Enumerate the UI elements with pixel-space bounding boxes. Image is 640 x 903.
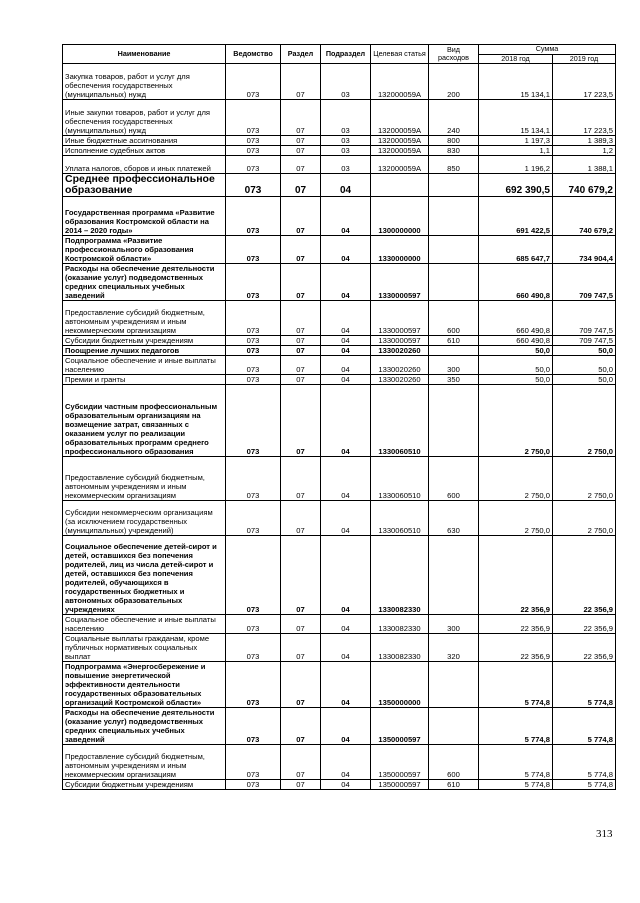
cell-sum-2019: 17 223,5 (553, 64, 616, 100)
cell-name: Среднее профессиональное образование (63, 174, 226, 197)
cell-podrazdel: 04 (321, 536, 371, 615)
cell-expense-type: 600 (429, 457, 479, 501)
cell-vedomstvo: 073 (226, 197, 281, 236)
cell-name: Субсидии некоммерческим организациям (за исключением государственных (муниципальных) учреждений) (63, 501, 226, 536)
cell-name: Уплата налогов, сборов и иных платежей (63, 156, 226, 174)
cell-razdel: 07 (281, 457, 321, 501)
cell-target-article: 1300000000 (371, 197, 429, 236)
cell-vedomstvo: 073 (226, 336, 281, 346)
cell-target-article: 1330020260 (371, 375, 429, 385)
cell-razdel: 07 (281, 174, 321, 197)
cell-name: Расходы на обеспечение деятельности (оказание услуг) подведомственных средних специальных учебных заведений (63, 264, 226, 301)
cell-vedomstvo: 073 (226, 346, 281, 356)
cell-sum-2018: 22 356,9 (479, 615, 553, 634)
cell-vedomstvo: 073 (226, 301, 281, 336)
header-name: Наименование (63, 45, 226, 64)
cell-name: Премии и гранты (63, 375, 226, 385)
table-row (63, 64, 616, 100)
table-row (63, 457, 616, 501)
cell-razdel: 07 (281, 356, 321, 375)
cell-sum-2018: 5 774,8 (479, 708, 553, 745)
table-body (63, 64, 616, 790)
cell-name: Подпрограмма «Энергосбережение и повышение энергетической эффективности деятельности государственных образовательных организаций Костромской области» (63, 662, 226, 708)
cell-vedomstvo: 073 (226, 662, 281, 708)
cell-sum-2019: 2 750,0 (553, 385, 616, 457)
cell-podrazdel: 03 (321, 100, 371, 136)
header-year-2018: 2018 год (479, 54, 553, 64)
cell-expense-type: 300 (429, 356, 479, 375)
cell-name: Предоставление субсидий бюджетным, автономным учреждениям и иным некоммерческим организациям (63, 301, 226, 336)
cell-sum-2018: 2 750,0 (479, 501, 553, 536)
cell-razdel: 07 (281, 536, 321, 615)
cell-sum-2019: 2 750,0 (553, 457, 616, 501)
cell-sum-2019: 50,0 (553, 375, 616, 385)
cell-sum-2019: 5 774,8 (553, 745, 616, 780)
cell-podrazdel: 04 (321, 375, 371, 385)
cell-razdel: 07 (281, 336, 321, 346)
cell-podrazdel: 04 (321, 780, 371, 790)
header-podrazdel: Подраздел (321, 45, 371, 64)
cell-sum-2019: 22 356,9 (553, 634, 616, 662)
cell-vedomstvo: 073 (226, 501, 281, 536)
cell-podrazdel: 04 (321, 662, 371, 708)
table-row (63, 745, 616, 780)
cell-target-article: 132000059А (371, 156, 429, 174)
cell-razdel: 07 (281, 662, 321, 708)
cell-expense-type: 600 (429, 745, 479, 780)
cell-sum-2019: 1 388,1 (553, 156, 616, 174)
budget-table (62, 44, 616, 790)
cell-expense-type: 300 (429, 615, 479, 634)
cell-sum-2019: 2 750,0 (553, 501, 616, 536)
table-row (63, 136, 616, 146)
cell-sum-2018: 5 774,8 (479, 745, 553, 780)
cell-target-article: 1330000000 (371, 236, 429, 264)
page-number: 313 (596, 828, 613, 840)
table-row (63, 174, 616, 197)
cell-name: Расходы на обеспечение деятельности (оказание услуг) подведомственных средних специальных учебных заведений (63, 708, 226, 745)
cell-sum-2018: 1 196,2 (479, 156, 553, 174)
cell-sum-2019: 5 774,8 (553, 780, 616, 790)
cell-sum-2019: 22 356,9 (553, 615, 616, 634)
cell-name: Субсидии бюджетным учреждениям (63, 336, 226, 346)
cell-target-article: 1330020260 (371, 356, 429, 375)
cell-sum-2018: 692 390,5 (479, 174, 553, 197)
cell-name: Исполнение судебных актов (63, 146, 226, 156)
table-row (63, 146, 616, 156)
cell-sum-2019: 5 774,8 (553, 708, 616, 745)
cell-razdel: 07 (281, 615, 321, 634)
cell-expense-type: 200 (429, 64, 479, 100)
cell-expense-type: 800 (429, 136, 479, 146)
table-row (63, 501, 616, 536)
cell-name: Подпрограмма «Развитие профессионального образования Костромской области» (63, 236, 226, 264)
table-row (63, 156, 616, 174)
cell-sum-2018: 660 490,8 (479, 336, 553, 346)
cell-target-article: 1350000597 (371, 745, 429, 780)
cell-podrazdel: 04 (321, 501, 371, 536)
cell-target-article: 1330060510 (371, 457, 429, 501)
cell-name: Социальное обеспечение и иные выплаты населению (63, 615, 226, 634)
cell-podrazdel: 04 (321, 745, 371, 780)
cell-podrazdel: 04 (321, 174, 371, 197)
cell-sum-2019: 709 747,5 (553, 301, 616, 336)
cell-expense-type (429, 385, 479, 457)
cell-name: Предоставление субсидий бюджетным, автономным учреждениям и иным некоммерческим организациям (63, 745, 226, 780)
cell-podrazdel: 04 (321, 356, 371, 375)
cell-sum-2018: 660 490,8 (479, 301, 553, 336)
cell-expense-type: 610 (429, 780, 479, 790)
cell-name: Закупка товаров, работ и услуг для обеспечения государственных (муниципальных) нужд (63, 64, 226, 100)
cell-razdel: 07 (281, 745, 321, 780)
cell-expense-type (429, 264, 479, 301)
header-target-article: Целевая статья (371, 45, 429, 64)
cell-podrazdel: 03 (321, 136, 371, 146)
cell-podrazdel: 04 (321, 264, 371, 301)
cell-target-article: 1330000597 (371, 336, 429, 346)
cell-target-article: 1330082330 (371, 536, 429, 615)
cell-target-article: 1330060510 (371, 385, 429, 457)
table-row (63, 615, 616, 634)
header-summa: Сумма (479, 45, 616, 55)
cell-vedomstvo: 073 (226, 536, 281, 615)
cell-expense-type (429, 197, 479, 236)
header-razdel: Раздел (281, 45, 321, 64)
cell-razdel: 07 (281, 634, 321, 662)
cell-sum-2018: 2 750,0 (479, 457, 553, 501)
cell-vedomstvo: 073 (226, 146, 281, 156)
cell-expense-type (429, 346, 479, 356)
cell-expense-type (429, 536, 479, 615)
cell-target-article: 132000059А (371, 64, 429, 100)
table-row (63, 236, 616, 264)
cell-sum-2018: 50,0 (479, 346, 553, 356)
cell-target-article: 1330000597 (371, 301, 429, 336)
cell-podrazdel: 04 (321, 336, 371, 346)
cell-target-article: 1350000597 (371, 780, 429, 790)
cell-vedomstvo: 073 (226, 375, 281, 385)
table-row (63, 780, 616, 790)
cell-sum-2019: 50,0 (553, 346, 616, 356)
header-year-2019: 2019 год (553, 54, 616, 64)
cell-sum-2018: 50,0 (479, 356, 553, 375)
cell-target-article: 1350000597 (371, 708, 429, 745)
cell-sum-2018: 685 647,7 (479, 236, 553, 264)
header-expense-type: Вид расходов (429, 45, 479, 64)
cell-razdel: 07 (281, 780, 321, 790)
cell-razdel: 07 (281, 100, 321, 136)
cell-sum-2018: 15 134,1 (479, 100, 553, 136)
cell-sum-2018: 691 422,5 (479, 197, 553, 236)
cell-vedomstvo: 073 (226, 634, 281, 662)
cell-sum-2019: 709 747,5 (553, 336, 616, 346)
table-row (63, 356, 616, 375)
cell-sum-2018: 22 356,9 (479, 536, 553, 615)
cell-target-article: 1330060510 (371, 501, 429, 536)
cell-expense-type: 630 (429, 501, 479, 536)
cell-name: Субсидии бюджетным учреждениям (63, 780, 226, 790)
cell-sum-2019: 740 679,2 (553, 174, 616, 197)
cell-podrazdel: 04 (321, 236, 371, 264)
table-row (63, 100, 616, 136)
cell-expense-type: 320 (429, 634, 479, 662)
cell-target-article: 132000059А (371, 136, 429, 146)
cell-vedomstvo: 073 (226, 236, 281, 264)
cell-sum-2019: 17 223,5 (553, 100, 616, 136)
cell-target-article: 132000059А (371, 100, 429, 136)
cell-sum-2019: 5 774,8 (553, 662, 616, 708)
cell-sum-2018: 5 774,8 (479, 662, 553, 708)
cell-sum-2019: 22 356,9 (553, 536, 616, 615)
table-row (63, 375, 616, 385)
table-row (63, 662, 616, 708)
cell-name: Иные закупки товаров, работ и услуг для обеспечения государственных (муниципальных) нужд (63, 100, 226, 136)
cell-razdel: 07 (281, 64, 321, 100)
cell-expense-type: 830 (429, 146, 479, 156)
cell-name: Социальное обеспечение детей-сирот и детей, оставшихся без попечения родителей, лиц из числа детей-сирот и детей, оставшихся без попечения родителей, обучающихся в государственных бюджетных и автономных образовательных учреждениях (63, 536, 226, 615)
cell-name: Иные бюджетные ассигнования (63, 136, 226, 146)
cell-podrazdel: 04 (321, 634, 371, 662)
cell-target-article (371, 174, 429, 197)
cell-podrazdel: 04 (321, 457, 371, 501)
cell-expense-type: 610 (429, 336, 479, 346)
cell-sum-2018: 22 356,9 (479, 634, 553, 662)
cell-expense-type (429, 662, 479, 708)
cell-target-article: 1330082330 (371, 634, 429, 662)
cell-podrazdel: 03 (321, 146, 371, 156)
cell-vedomstvo: 073 (226, 100, 281, 136)
cell-podrazdel: 04 (321, 197, 371, 236)
cell-sum-2018: 50,0 (479, 375, 553, 385)
cell-podrazdel: 04 (321, 615, 371, 634)
cell-target-article: 1330020260 (371, 346, 429, 356)
cell-sum-2019: 1,2 (553, 146, 616, 156)
cell-sum-2018: 5 774,8 (479, 780, 553, 790)
cell-razdel: 07 (281, 264, 321, 301)
cell-sum-2018: 660 490,8 (479, 264, 553, 301)
cell-target-article: 132000059А (371, 146, 429, 156)
cell-sum-2019: 50,0 (553, 356, 616, 375)
cell-vedomstvo: 073 (226, 264, 281, 301)
cell-podrazdel: 04 (321, 346, 371, 356)
cell-razdel: 07 (281, 501, 321, 536)
cell-sum-2019: 734 904,4 (553, 236, 616, 264)
cell-sum-2018: 15 134,1 (479, 64, 553, 100)
table-row (63, 301, 616, 336)
cell-name: Субсидии частным профессиональным образовательным организациям на возмещение затрат, связанных с оказанием услуг по реализации образовательных программ среднего профессионального образования (63, 385, 226, 457)
cell-expense-type: 850 (429, 156, 479, 174)
cell-sum-2019: 1 389,3 (553, 136, 616, 146)
cell-expense-type: 240 (429, 100, 479, 136)
cell-razdel: 07 (281, 146, 321, 156)
cell-sum-2018: 1,1 (479, 146, 553, 156)
cell-vedomstvo: 073 (226, 745, 281, 780)
cell-razdel: 07 (281, 375, 321, 385)
cell-vedomstvo: 073 (226, 708, 281, 745)
cell-razdel: 07 (281, 301, 321, 336)
cell-sum-2018: 2 750,0 (479, 385, 553, 457)
cell-expense-type (429, 708, 479, 745)
cell-vedomstvo: 073 (226, 385, 281, 457)
table-row (63, 197, 616, 236)
table-row (63, 708, 616, 745)
cell-razdel: 07 (281, 346, 321, 356)
cell-podrazdel: 04 (321, 385, 371, 457)
cell-sum-2019: 740 679,2 (553, 197, 616, 236)
cell-target-article: 1330000597 (371, 264, 429, 301)
cell-sum-2019: 709 747,5 (553, 264, 616, 301)
cell-expense-type: 350 (429, 375, 479, 385)
cell-sum-2018: 1 197,3 (479, 136, 553, 146)
cell-podrazdel: 04 (321, 708, 371, 745)
table-row (63, 634, 616, 662)
cell-target-article: 1350000000 (371, 662, 429, 708)
cell-podrazdel: 04 (321, 301, 371, 336)
cell-vedomstvo: 073 (226, 174, 281, 197)
cell-vedomstvo: 073 (226, 136, 281, 146)
header-vedomstvo: Ведомство (226, 45, 281, 64)
cell-vedomstvo: 073 (226, 64, 281, 100)
cell-name: Поощрение лучших педагогов (63, 346, 226, 356)
table-row (63, 336, 616, 346)
cell-razdel: 07 (281, 197, 321, 236)
cell-vedomstvo: 073 (226, 356, 281, 375)
cell-name: Предоставление субсидий бюджетным, автономным учреждениям и иным некоммерческим организациям (63, 457, 226, 501)
table-row (63, 536, 616, 615)
cell-vedomstvo: 073 (226, 156, 281, 174)
cell-target-article: 1330082330 (371, 615, 429, 634)
table-row (63, 264, 616, 301)
cell-razdel: 07 (281, 236, 321, 264)
cell-razdel: 07 (281, 156, 321, 174)
cell-name: Государственная программа «Развитие образования Костромской области на 2014 – 2020 годы» (63, 197, 226, 236)
cell-expense-type: 600 (429, 301, 479, 336)
cell-podrazdel: 03 (321, 156, 371, 174)
table-row (63, 385, 616, 457)
cell-expense-type (429, 174, 479, 197)
cell-razdel: 07 (281, 136, 321, 146)
cell-expense-type (429, 236, 479, 264)
cell-name: Социальное обеспечение и иные выплаты населению (63, 356, 226, 375)
cell-vedomstvo: 073 (226, 780, 281, 790)
cell-name: Социальные выплаты гражданам, кроме публичных нормативных социальных выплат (63, 634, 226, 662)
cell-razdel: 07 (281, 708, 321, 745)
table-row (63, 346, 616, 356)
cell-podrazdel: 03 (321, 64, 371, 100)
cell-razdel: 07 (281, 385, 321, 457)
cell-vedomstvo: 073 (226, 615, 281, 634)
cell-vedomstvo: 073 (226, 457, 281, 501)
